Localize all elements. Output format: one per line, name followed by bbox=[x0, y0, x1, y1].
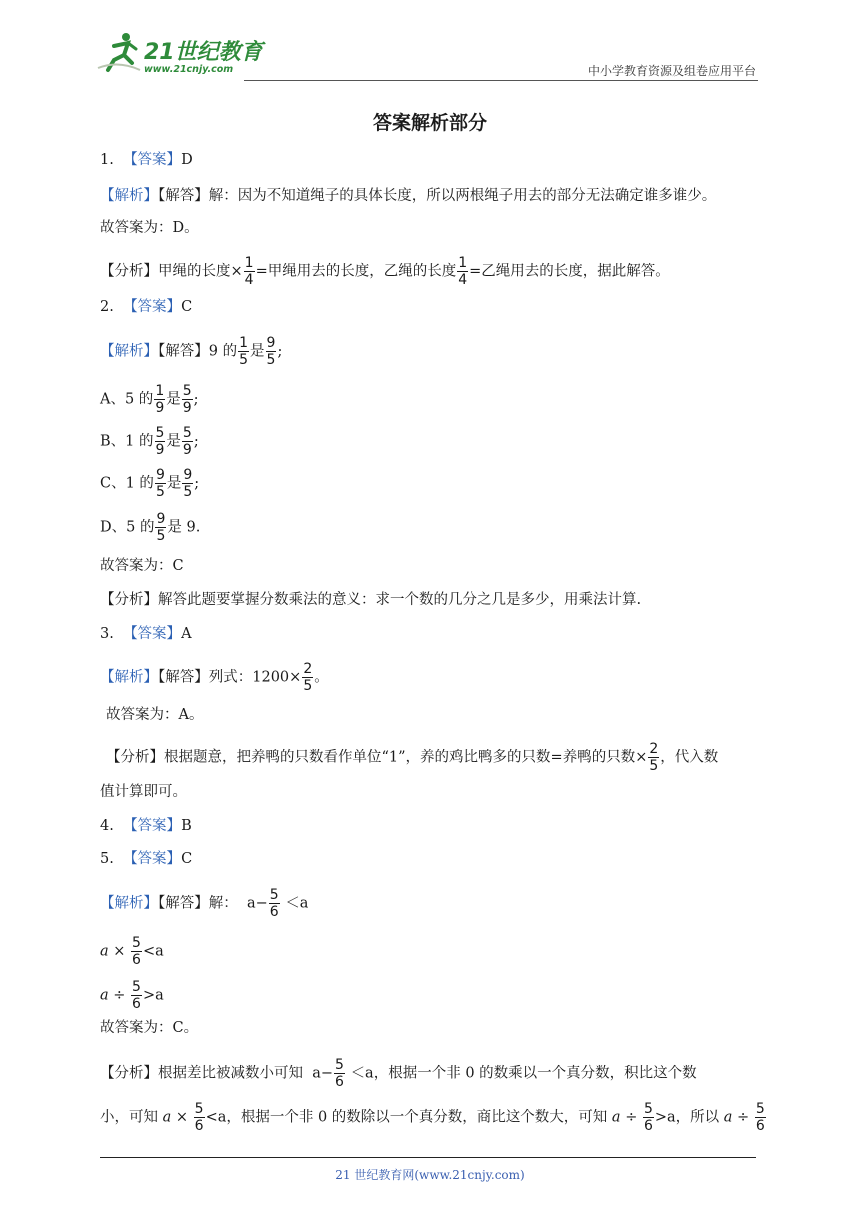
option-end: ; bbox=[193, 433, 199, 450]
fraction bbox=[155, 426, 166, 457]
q3-solve bbox=[100, 662, 329, 693]
less-than-a: ＜a bbox=[285, 895, 309, 912]
fraction bbox=[269, 888, 280, 919]
var-a: a bbox=[312, 1065, 321, 1082]
denominator: 5 bbox=[183, 484, 193, 500]
numerator: 5 bbox=[755, 1101, 765, 1117]
fraction bbox=[182, 384, 193, 415]
fraction bbox=[182, 468, 193, 499]
denominator: 6 bbox=[269, 904, 279, 920]
denominator: 6 bbox=[335, 1074, 344, 1090]
q3-solve-end: 。 bbox=[314, 669, 329, 686]
q3-answer: A bbox=[181, 626, 192, 642]
analysis-tag: 【解析】 bbox=[100, 343, 158, 360]
q2-answer: C bbox=[181, 299, 193, 315]
q2-solve-pre: 9 的 bbox=[208, 343, 238, 360]
denominator: 6 bbox=[755, 1118, 765, 1134]
solve-tag: 【解答】 bbox=[158, 188, 209, 204]
numerator: 9 bbox=[266, 335, 276, 351]
answer-tag: 【答案】 bbox=[123, 851, 182, 867]
q1-answer: D bbox=[181, 152, 193, 168]
answer-tag: 【答案】 bbox=[123, 299, 182, 315]
q1-explanation bbox=[100, 186, 716, 206]
logo bbox=[96, 30, 263, 74]
q3-answer-line bbox=[100, 624, 192, 644]
denominator: 6 bbox=[132, 996, 141, 1012]
divide-sign: ÷ bbox=[113, 987, 126, 1004]
q5-fenxi-2a: 小，可知 bbox=[100, 1109, 158, 1126]
fraction bbox=[334, 1058, 345, 1089]
q4-number: 4. bbox=[100, 818, 114, 834]
var-a: a bbox=[100, 987, 109, 1004]
q3-number: 3. bbox=[100, 626, 114, 642]
denominator: 4 bbox=[244, 272, 254, 288]
q5-answer-line bbox=[100, 849, 192, 869]
numerator: 5 bbox=[155, 425, 165, 441]
q3-fenxi-a: 根据题意，把养鸭的只数看作单位“1”，养的鸡比鸭多的只数=养鸭的只数× bbox=[164, 749, 648, 766]
q2-solve-end: ; bbox=[277, 343, 283, 360]
footer-divider bbox=[100, 1157, 756, 1158]
numerator: 1 bbox=[458, 255, 468, 271]
q2-number: 2. bbox=[100, 299, 114, 315]
numerator: 5 bbox=[269, 887, 279, 903]
analysis-tag: 【解析】 bbox=[100, 188, 158, 204]
denominator: 5 bbox=[156, 528, 166, 544]
times-sign: × bbox=[175, 1109, 189, 1126]
header-divider bbox=[244, 80, 758, 81]
fraction bbox=[131, 980, 142, 1011]
denominator: 6 bbox=[132, 952, 141, 968]
q2-conclusion: 故答案为：C bbox=[100, 558, 184, 574]
q1-explanation-text: 解：因为不知道绳子的具体长度，所以两根绳子用去的部分无法确定谁多谁少。 bbox=[208, 188, 717, 204]
minus-sign: − bbox=[255, 895, 268, 912]
solve-tag: 【解答】 bbox=[158, 343, 209, 360]
denominator: 9 bbox=[155, 400, 165, 416]
q1-fenxi-c: =乙绳用去的长度，据此解答。 bbox=[469, 263, 670, 280]
q3-solve-text: 列式：1200× bbox=[208, 669, 302, 686]
denominator: 5 bbox=[239, 352, 249, 368]
answer-tag: 【答案】 bbox=[123, 818, 182, 834]
q5-fenxi-2c: >a，所以 bbox=[654, 1109, 720, 1126]
var-a: a bbox=[611, 1109, 621, 1126]
times-sign: × bbox=[113, 943, 126, 960]
numerator: 5 bbox=[132, 979, 141, 995]
option-mid: 是 bbox=[166, 391, 181, 408]
q3-fenxi bbox=[106, 742, 718, 773]
fraction bbox=[155, 468, 166, 499]
q2-option-a bbox=[100, 384, 199, 415]
option-end: ; bbox=[194, 475, 200, 492]
fraction bbox=[244, 256, 255, 287]
fraction bbox=[755, 1102, 766, 1133]
fraction bbox=[131, 936, 142, 967]
solve-tag: 【解答】 bbox=[158, 669, 209, 686]
fraction bbox=[154, 384, 165, 415]
answer-tag: 【答案】 bbox=[123, 152, 182, 168]
q5-fenxi-1a: 根据差比被减数小可知 bbox=[158, 1065, 303, 1082]
var-a: a bbox=[162, 1109, 172, 1126]
numerator: 9 bbox=[156, 511, 166, 527]
q5-div-line bbox=[100, 980, 164, 1011]
page-title: 答案解析部分 bbox=[372, 112, 487, 134]
less-than-a: <a bbox=[142, 943, 164, 960]
q1-answer-line bbox=[100, 150, 193, 170]
q1-fenxi-a: 甲绳的长度× bbox=[158, 263, 243, 280]
q5-fenxi-1b: ＜a，根据一个非 0 的数乘以一个真分数，积比这个数 bbox=[350, 1065, 697, 1082]
q2-option-d bbox=[100, 512, 200, 543]
fenxi-tag: 【分析】 bbox=[100, 1065, 158, 1082]
fraction bbox=[648, 742, 659, 773]
option-prefix: B、1 的 bbox=[100, 433, 154, 450]
fenxi-tag: 【分析】 bbox=[106, 749, 164, 766]
q5-solve bbox=[100, 888, 308, 919]
numerator: 1 bbox=[239, 335, 249, 351]
page-header bbox=[96, 30, 758, 82]
fraction bbox=[194, 1102, 205, 1133]
runner-logo-icon bbox=[96, 30, 142, 74]
option-mid: 是 9. bbox=[167, 519, 201, 536]
q5-solve-text: 解： bbox=[208, 895, 238, 912]
q2-answer-line bbox=[100, 297, 192, 317]
option-prefix: D、5 的 bbox=[100, 519, 155, 536]
denominator: 9 bbox=[182, 400, 192, 416]
q2-option-c bbox=[100, 468, 199, 499]
fraction bbox=[155, 512, 166, 543]
q5-number: 5. bbox=[100, 851, 114, 867]
numerator: 1 bbox=[155, 383, 165, 399]
denominator: 6 bbox=[194, 1118, 204, 1134]
numerator: 1 bbox=[244, 255, 254, 271]
q5-times-line bbox=[100, 936, 164, 967]
q1-fenxi-b: =甲绳用去的长度，乙绳的长度 bbox=[255, 263, 457, 280]
var-a: a bbox=[100, 943, 109, 960]
option-end: ; bbox=[193, 391, 199, 408]
fraction bbox=[266, 336, 277, 367]
numerator: 5 bbox=[335, 1057, 344, 1073]
var-a: a bbox=[723, 1109, 733, 1126]
q1-conclusion: 故答案为：D。 bbox=[100, 220, 199, 236]
denominator: 5 bbox=[266, 352, 276, 368]
numerator: 2 bbox=[649, 741, 659, 757]
numerator: 5 bbox=[132, 935, 141, 951]
fenxi-tag: 【分析】 bbox=[100, 592, 158, 608]
q5-answer: C bbox=[181, 851, 193, 867]
divide-sign: ÷ bbox=[737, 1109, 750, 1126]
q4-answer-line bbox=[100, 816, 192, 836]
analysis-tag: 【解析】 bbox=[100, 669, 158, 686]
numerator: 5 bbox=[643, 1101, 653, 1117]
q5-fenxi-line2 bbox=[100, 1102, 767, 1133]
answer-tag: 【答案】 bbox=[123, 626, 182, 642]
numerator: 5 bbox=[182, 383, 192, 399]
option-prefix: C、1 的 bbox=[100, 475, 154, 492]
denominator: 5 bbox=[649, 758, 659, 774]
option-mid: 是 bbox=[166, 433, 181, 450]
numerator: 5 bbox=[182, 425, 192, 441]
fraction bbox=[457, 256, 468, 287]
q3-fenxi-line2: 值计算即可。 bbox=[100, 784, 187, 800]
fraction bbox=[643, 1102, 654, 1133]
solve-tag: 【解答】 bbox=[158, 895, 209, 912]
numerator: 5 bbox=[194, 1101, 204, 1117]
fraction bbox=[302, 662, 313, 693]
logo-url: www.21cnjy.com bbox=[144, 63, 234, 75]
greater-than-a: >a bbox=[142, 987, 164, 1004]
fenxi-tag: 【分析】 bbox=[100, 263, 158, 280]
denominator: 5 bbox=[303, 678, 313, 694]
logo-title: 21世纪教育 bbox=[144, 39, 263, 65]
denominator: 5 bbox=[155, 484, 165, 500]
numerator: 2 bbox=[303, 661, 313, 677]
q5-fenxi-line1 bbox=[100, 1058, 697, 1089]
fraction bbox=[182, 426, 193, 457]
q1-number: 1. bbox=[100, 152, 114, 168]
denominator: 9 bbox=[155, 442, 165, 458]
numerator: 9 bbox=[183, 467, 193, 483]
q2-solve bbox=[100, 336, 282, 367]
q5-fenxi-2b: <a，根据一个非 0 的数除以一个真分数，商比这个数大，可知 bbox=[205, 1109, 608, 1126]
q3-fenxi-b: ，代入数 bbox=[660, 749, 719, 766]
q2-fenxi-text: 解答此题要掌握分数乘法的意义：求一个数的几分之几是多少，用乘法计算. bbox=[158, 592, 642, 608]
site-name: 中小学教育资源及组卷应用平台 bbox=[587, 64, 756, 78]
fraction bbox=[238, 336, 249, 367]
q2-solve-mid: 是 bbox=[250, 343, 265, 360]
q1-fenxi bbox=[100, 256, 670, 287]
denominator: 6 bbox=[643, 1118, 653, 1134]
q2-fenxi bbox=[100, 590, 641, 610]
numerator: 9 bbox=[155, 467, 165, 483]
q4-answer: B bbox=[181, 818, 192, 834]
q3-conclusion: 故答案为：A。 bbox=[106, 707, 204, 723]
analysis-tag: 【解析】 bbox=[100, 895, 158, 912]
q2-option-b bbox=[100, 426, 199, 457]
denominator: 4 bbox=[458, 272, 468, 288]
q5-conclusion: 故答案为：C。 bbox=[100, 1020, 199, 1036]
minus-sign: − bbox=[320, 1065, 334, 1082]
footer-text: 21 世纪教育网(www.21cnjy.com) bbox=[335, 1168, 525, 1182]
divide-sign: ÷ bbox=[625, 1109, 638, 1126]
var-a: a bbox=[246, 895, 256, 912]
option-mid: 是 bbox=[166, 475, 182, 492]
option-prefix: A、5 的 bbox=[100, 391, 154, 408]
denominator: 9 bbox=[182, 442, 192, 458]
